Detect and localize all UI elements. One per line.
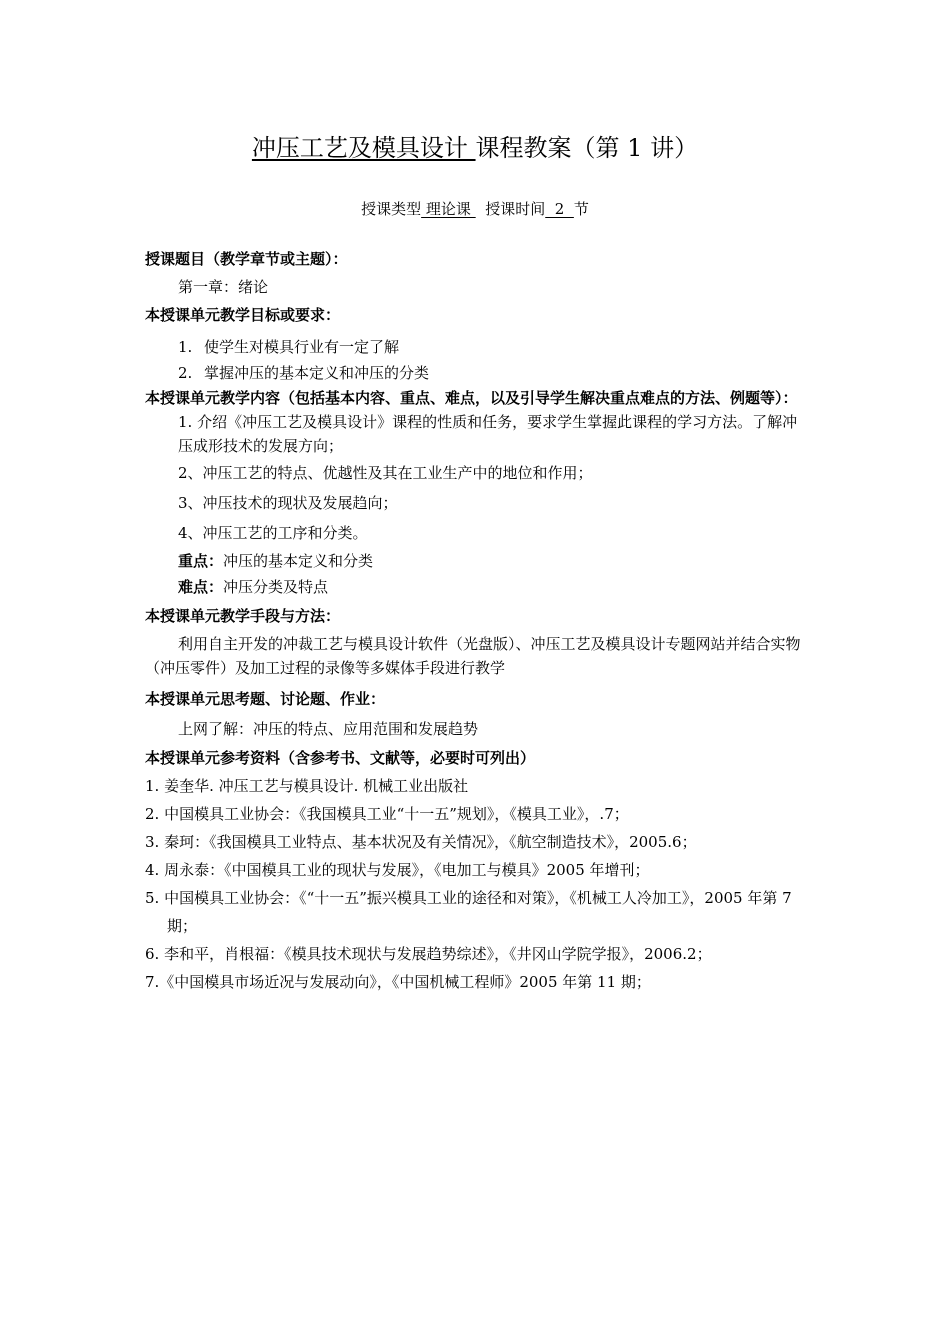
reference-item: 2. 中国模具工业协会：《我国模具工业“十一五”规划》，《模具工业》，.7；: [145, 805, 629, 823]
goal-item: 2. 掌握冲压的基本定义和冲压的分类: [178, 364, 430, 382]
homework-heading: 本授课单元思考题、讨论题、作业：: [145, 690, 386, 708]
difficult-point: 难点：冲压分类及特点: [178, 578, 329, 596]
title-suffix: 课程教案（第 1 讲）: [475, 134, 699, 162]
lesson-content: [145, 246, 809, 996]
lesson-meta: [0, 198, 950, 220]
type-label: 授课类型: [361, 200, 422, 218]
methods-heading: 本授课单元教学手段与方法：: [145, 607, 341, 625]
key-point: 重点：冲压的基本定义和分类: [178, 552, 374, 570]
methods-text: 利用自主开发的冲裁工艺与模具设计软件（光盘版）、冲压工艺及模具设计专题网站并结合实物（冲压零件）及加工过程的录像等多媒体手段进行教学: [145, 635, 801, 677]
reference-item: 7.《中国模具市场近况与发展动向》，《中国机械工程师》2005 年第 11 期；: [145, 973, 651, 991]
content-item: 3、冲压技术的现状及发展趋向；: [178, 494, 398, 512]
content-item: 4、冲压工艺的工序和分类。: [178, 524, 368, 542]
content-heading: 本授课单元教学内容（包括基本内容、重点、难点，以及引导学生解决重点难点的方法、例题等）：: [145, 389, 798, 407]
page-title: [0, 132, 950, 164]
time-label: 授课时间: [485, 200, 546, 218]
reference-item: 4. 周永泰：《中国模具工业的现状与发展》，《电加工与模具》2005 年增刊；: [145, 861, 650, 879]
topic-heading: 授课题目（教学章节或主题）：: [145, 250, 348, 268]
goal-item: 1. 使学生对模具行业有一定了解: [178, 338, 400, 356]
content-item: 2、冲压工艺的特点、优越性及其在工业生产中的地位和作用；: [178, 464, 593, 482]
time-unit: 节: [573, 200, 589, 218]
references-heading: 本授课单元参考资料（含参考书、文献等，必要时可列出）: [145, 749, 536, 767]
topic-text: 第一章：绪论: [178, 278, 269, 296]
goals-heading: 本授课单元教学目标或要求：: [145, 306, 341, 324]
reference-item: 1. 姜奎华. 冲压工艺与模具设计. 机械工业出版社: [145, 777, 469, 795]
reference-item: 5. 中国模具工业协会：《“十一五”振兴模具工业的途径和对策》，《机械工人冷加工》，2005 年第 7 期；: [145, 889, 792, 935]
content-item: 1. 介绍《冲压工艺及模具设计》课程的性质和任务，要求学生掌握此课程的学习方法。了解冲压成形技术的发展方向；: [178, 413, 798, 455]
reference-item: 6. 李和平，肖根福：《模具技术现状与发展趋势综述》，《井冈山学院学报》，2006.2；: [145, 945, 712, 963]
time-value: 2: [545, 200, 574, 218]
course-name: 冲压工艺及模具设计: [251, 134, 476, 162]
reference-item: 3. 秦珂：《我国模具工业特点、基本状况及有关情况》，《航空制造技术》，2005.6；: [145, 833, 697, 851]
type-value: 理论课: [421, 200, 476, 218]
homework-text: 上网了解：冲压的特点、应用范围和发展趋势: [178, 720, 479, 738]
